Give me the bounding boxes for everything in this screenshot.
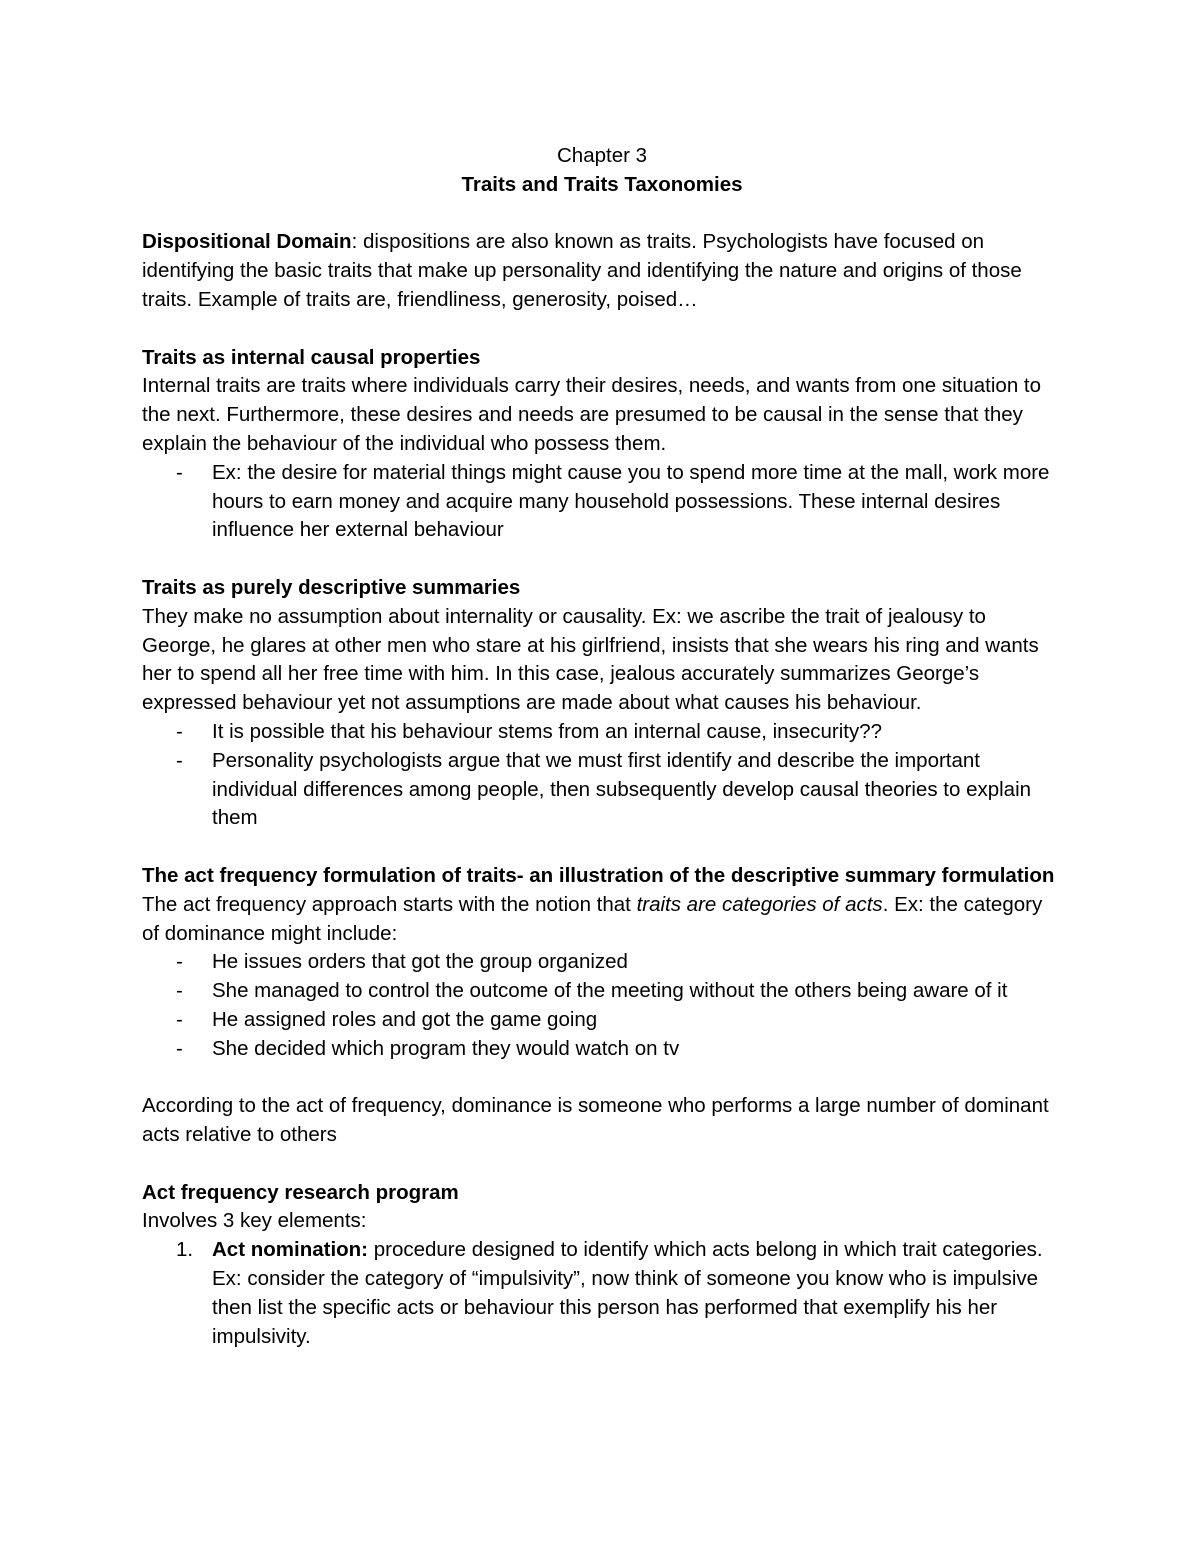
spacer [142,545,1062,574]
dispositional-term: Dispositional Domain [142,230,352,254]
dash-marker: - [176,460,183,484]
dash-marker: - [176,950,183,974]
research-program-intro: Involves 3 key elements: [142,1209,367,1233]
list-item-text: procedure designed to identify which acts belong in which trait categories. Ex: consider the category of “impulsivity”, now think of someone you know who is impulsive then list the specific acts or behaviour this person has performed that exemplify his her impulsivity. [212,1238,1043,1348]
dash-marker: - [176,979,183,1003]
list-item [142,1236,1062,1351]
spacer [142,1064,1062,1093]
research-program-heading: Act frequency research program [142,1180,459,1204]
document-body [142,142,1062,1351]
act-frequency-emphasis: traits are categories of acts [636,892,883,916]
spacer [142,833,1062,862]
list-item-text: He issues orders that got the group organized [212,950,628,974]
descriptive-paragraph: They make no assumption about internality or causality. Ex: we ascribe the trait of jealousy to George, he glares at other men who stare at his girlfriend, insists that she wears his ring and wants her to spend all her free time with him. In this case, jealous accurately summarizes George’s expressed behaviour yet not assumptions are made about what causes his behaviour. [142,604,1039,715]
act-frequency-text-before: The act frequency approach starts with the notion that [142,892,637,916]
internal-heading: Traits as internal causal properties [142,345,481,369]
list-number: 1. [176,1238,194,1262]
list-item-text: Ex: the desire for material things might cause you to spend more time at the mall, work more hours to earn money and acquire many household possessions. These internal desires influence her external behaviour [212,460,1050,542]
descriptive-bullet-list [142,718,1062,833]
list-item [142,459,1062,545]
list-item [142,747,1062,833]
list-item [142,1006,1062,1035]
dominance-bullet-list [142,948,1062,1063]
research-program-list [142,1236,1062,1351]
dash-marker: - [176,1036,183,1060]
spacer [142,315,1062,344]
chapter-label: Chapter 3 [556,144,648,167]
descriptive-heading: Traits as purely descriptive summaries [142,575,521,599]
act-frequency-text-after: . Ex: the category of dominance might include: [142,892,1043,945]
dispositional-paragraph [142,228,1062,314]
list-item-text: She decided which program they would watch on tv [212,1036,680,1060]
document-title: Traits and Traits Taxonomies [461,172,743,196]
list-item [142,977,1062,1006]
list-item-text: She managed to control the outcome of the meeting without the others being aware of it [212,979,1008,1003]
list-item-text: It is possible that his behaviour stems from an internal cause, insecurity?? [212,719,882,743]
internal-paragraph: Internal traits are traits where individuals carry their desires, needs, and wants from one situation to the next. Furthermore, these desires and needs are presumed to be causal in the sense that they explain the behaviour of the individual who possess them. [142,374,1042,455]
dash-marker: - [176,719,183,743]
list-item-text: Personality psychologists argue that we must first identify and describe the important individual differences among people, then subsequently develop causal theories to explain them [212,748,1032,830]
internal-bullet-list [142,459,1062,545]
list-item [142,948,1062,977]
dash-marker: - [176,1007,183,1031]
act-frequency-heading: The act frequency formulation of traits- an illustration of the descriptive summary formulation [142,863,1055,887]
act-frequency-paragraph [142,891,1062,949]
dispositional-text: : dispositions are also known as traits. Psychologists have focused on identifying the basic traits that make up personality and identifying the nature and origins of those traits. Example of traits are, friendliness, generosity, poised… [142,230,1022,311]
act-frequency-conclusion: According to the act of frequency, dominance is someone who performs a large number of dominant acts relative to others [142,1094,1049,1147]
spacer [142,200,1062,229]
spacer [142,1150,1062,1179]
list-item [142,718,1062,747]
list-item-text: He assigned roles and got the game going [212,1007,598,1031]
list-item [142,1035,1062,1064]
dash-marker: - [176,748,183,772]
list-item-term: Act nomination: [212,1238,369,1262]
